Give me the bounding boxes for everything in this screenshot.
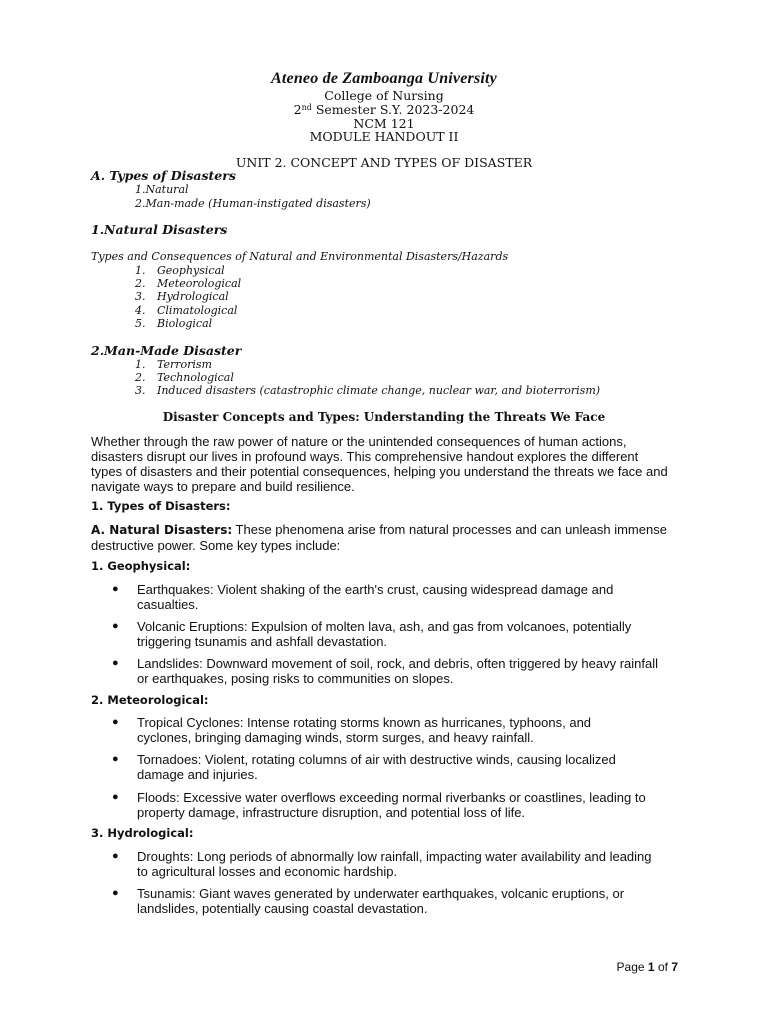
intro-paragraph (91, 434, 691, 494)
college-name: College of Nursing (324, 88, 444, 103)
natural-paragraph (91, 522, 691, 553)
bullet-dot-icon: ● (112, 620, 119, 632)
list-number: 3. (135, 290, 146, 303)
bullet-dot-icon: ● (112, 887, 119, 899)
manmade-heading: 2.Man-Made Disaster (91, 343, 242, 358)
natural-list-item (135, 264, 225, 277)
natural-list-item (135, 317, 212, 330)
semester-line (0, 103, 768, 117)
unit-title: UNIT 2. CONCEPT AND TYPES OF DISASTER (235, 155, 533, 170)
natural-list-item (135, 290, 229, 303)
bullet-item (112, 656, 692, 686)
page-number (617, 960, 678, 974)
natural-line (91, 522, 691, 538)
bullet-line: casualties. (137, 597, 199, 612)
natural-intro: Types and Consequences of Natural and Environmental Disasters/Hazards (91, 250, 509, 263)
bullet-item (112, 790, 692, 820)
types-subheading: 1. Types of Disasters: (91, 499, 231, 513)
list-number: 5. (135, 317, 146, 330)
natural-text: These phenomena arise from natural processes and can unleash immense (232, 522, 667, 537)
bullet-line: Tsunamis: Giant waves generated by underwater earthquakes, volcanic eruptions, or (137, 886, 625, 901)
of-word: of (657, 960, 668, 974)
bullet-line: or earthquakes, posing risks to communities on slopes. (137, 671, 454, 686)
bullet-dot-icon: ● (112, 583, 119, 595)
list-text: Hydrological (157, 290, 229, 303)
bullet-line: damage and injuries. (137, 767, 258, 782)
list-number: 4. (135, 304, 146, 317)
types-heading: A. Types of Disasters (91, 168, 236, 183)
bullet-item (112, 619, 692, 649)
current-page: 1 (647, 960, 655, 974)
intro-line: navigate ways to prepare and build resilience. (91, 479, 355, 494)
bullet-line: Landslides: Downward movement of soil, rock, and debris, often triggered by heavy rainfall (137, 656, 658, 671)
bullet-dot-icon: ● (112, 753, 119, 765)
bullet-item (112, 715, 692, 745)
list-number: 1. (135, 358, 146, 371)
bullet-dot-icon: ● (112, 657, 119, 669)
meteorological-heading: 2. Meteorological: (91, 693, 209, 707)
bullet-dot-icon: ● (112, 716, 119, 728)
bullet-dot-icon: ● (112, 791, 119, 803)
bullet-item (112, 582, 692, 612)
bullet-line: landslides, potentially causing coastal devastation. (137, 901, 428, 916)
bullet-line: Earthquakes: Violent shaking of the earth's crust, causing widespread damage and (137, 582, 614, 597)
intro-line: disasters disrupt our lives in profound ways. This comprehensive handout explores the different (91, 449, 639, 464)
bullet-line: to agricultural losses and economic hardship. (137, 864, 398, 879)
list-number: 3. (135, 384, 146, 397)
bullet-dot-icon: ● (112, 850, 119, 862)
semester-text: Semester S.Y. 2023-2024 (311, 102, 475, 117)
total-pages: 7 (671, 960, 678, 974)
bullet-line: Floods: Excessive water overflows exceeding normal riverbanks or coastlines, leading to (137, 790, 646, 805)
module-title: MODULE HANDOUT II (309, 129, 459, 144)
list-number: 2. (135, 277, 146, 290)
natural-list-item (135, 277, 241, 290)
natural-heading: 1.Natural Disasters (91, 222, 228, 237)
bullet-item (112, 752, 692, 782)
semester-number: 2 (293, 102, 302, 117)
bullet-line: Droughts: Long periods of abnormally low rainfall, impacting water availability and leading (137, 849, 652, 864)
bullet-line: triggering tsunamis and ashfall devastation. (137, 634, 388, 649)
natural-list-item (135, 304, 237, 317)
list-text: Technological (157, 371, 234, 384)
list-text: Terrorism (157, 358, 212, 371)
list-text: Climatological (157, 304, 238, 317)
hydrological-heading: 3. Hydrological: (91, 826, 194, 840)
types-item: 1.Natural (135, 183, 189, 196)
list-number: 1. (135, 264, 146, 277)
manmade-list-item (135, 384, 600, 397)
list-text: Meteorological (157, 277, 242, 290)
bullet-line: Volcanic Eruptions: Expulsion of molten lava, ash, and gas from volcanoes, potentially (137, 619, 632, 634)
bullet-item (112, 886, 692, 916)
bullet-item (112, 849, 692, 879)
bullet-line: cyclones, bringing damaging winds, storm surges, and heavy rainfall. (137, 730, 534, 745)
list-text: Induced disasters (catastrophic climate change, nuclear war, and bioterrorism) (157, 384, 601, 397)
natural-label: A. Natural Disasters: (91, 523, 233, 537)
page-word: Page (616, 960, 645, 974)
concepts-title: Disaster Concepts and Types: Understanding the Threats We Face (162, 410, 606, 424)
list-number: 2. (135, 371, 146, 384)
bullet-line: property damage, infrastructure disruption, and potential loss of life. (137, 805, 526, 820)
list-text: Geophysical (157, 264, 225, 277)
intro-line: Whether through the raw power of nature or the unintended consequences of human actions, (91, 434, 627, 449)
manmade-list-item (135, 371, 234, 384)
semester-suffix: nd (301, 103, 312, 112)
course-code: NCM 121 (353, 116, 415, 131)
types-item: 2.Man-made (Human-instigated disasters) (135, 197, 371, 210)
bullet-line: Tropical Cyclones: Intense rotating storms known as hurricanes, typhoons, and (137, 715, 592, 730)
university-name: Ateneo de Zamboanga University (271, 70, 497, 87)
geophysical-heading: 1. Geophysical: (91, 559, 191, 573)
natural-line: destructive power. Some key types include: (91, 538, 341, 553)
bullet-line: Tornadoes: Violent, rotating columns of air with destructive winds, causing localized (137, 752, 616, 767)
list-text: Biological (157, 317, 213, 330)
manmade-list-item (135, 358, 212, 371)
intro-line: types of disasters and their potential consequences, helping you understand the threats we face and (91, 464, 668, 479)
